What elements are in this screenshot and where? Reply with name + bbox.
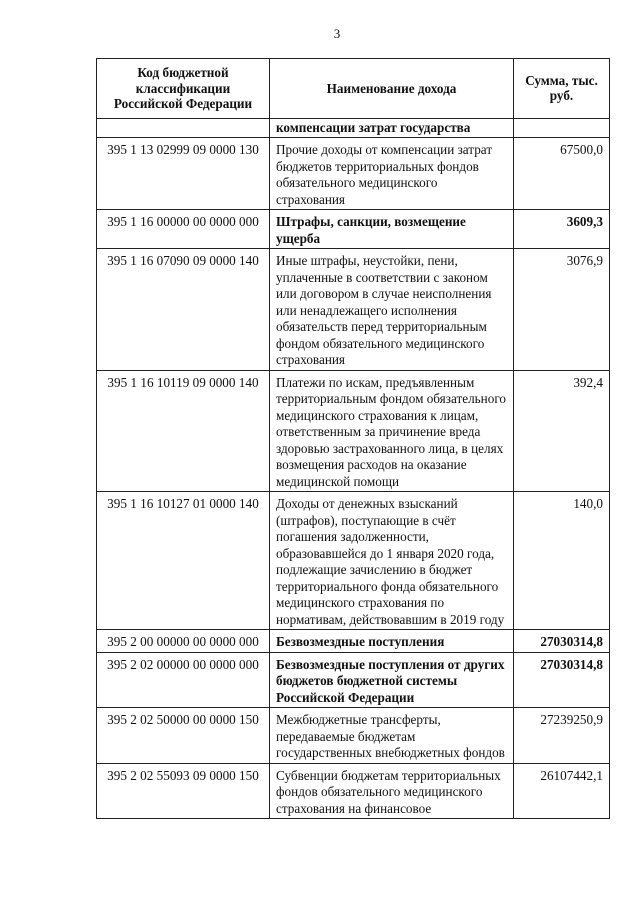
table-row: [97, 763, 610, 819]
table-header-row: [97, 59, 610, 119]
table-row: [97, 630, 610, 653]
row-code: 395 1 16 10127 01 0000 140: [97, 492, 270, 630]
row-sum: 27239250,9: [514, 708, 610, 764]
row-name: Безвозмездные поступления: [270, 630, 514, 653]
table-row: [97, 708, 610, 764]
row-sum: 3609,3: [514, 210, 610, 249]
row-sum: 26107442,1: [514, 763, 610, 819]
row-sum: 27030314,8: [514, 630, 610, 653]
header-sum: Сумма, тыс. руб.: [514, 59, 610, 119]
row-code: 395 1 13 02999 09 0000 130: [97, 138, 270, 210]
table-row: [97, 652, 610, 708]
row-name: Иные штрафы, неустойки, пени, уплаченные в соответствии с законом или договором в случае неисполнения или ненадлежащего исполнения обязательств перед территориальным фондом обязательного медицинского страхования: [270, 249, 514, 371]
table-row: [97, 210, 610, 249]
row-code: 395 2 00 00000 00 0000 000: [97, 630, 270, 653]
row-sum: 3076,9: [514, 249, 610, 371]
row-name: Субвенции бюджетам территориальных фондов обязательного медицинского страхования на финансовое: [270, 763, 514, 819]
row-name: Доходы от денежных взысканий (штрафов), поступающие в счёт погашения задолженности, образовавшейся до 1 января 2020 года, подлежащие зачислению в бюджет территориального фонда обязательного медицинского страхования по нормативам, действовавшим в 2019 году: [270, 492, 514, 630]
row-sum: 140,0: [514, 492, 610, 630]
table-row: [97, 138, 610, 210]
row-code: 395 2 02 50000 00 0000 150: [97, 708, 270, 764]
row-name: Межбюджетные трансферты, передаваемые бюджетам государственных внебюджетных фондов: [270, 708, 514, 764]
row-code: 395 1 16 10119 09 0000 140: [97, 370, 270, 492]
header-code: Код бюджетной классификации Российской Федерации: [97, 59, 270, 119]
row-name: Безвозмездные поступления от других бюджетов бюджетной системы Российской Федерации: [270, 652, 514, 708]
table-row: [97, 370, 610, 492]
row-code: 395 2 02 00000 00 0000 000: [97, 652, 270, 708]
revenue-table: [96, 58, 610, 819]
table-row: [97, 492, 610, 630]
row-name: компенсации затрат государства: [270, 118, 514, 138]
row-code: [97, 118, 270, 138]
row-code: 395 1 16 00000 00 0000 000: [97, 210, 270, 249]
row-code: 395 1 16 07090 09 0000 140: [97, 249, 270, 371]
header-name: Наименование дохода: [270, 59, 514, 119]
page-number: 3: [333, 26, 341, 41]
row-sum: 67500,0: [514, 138, 610, 210]
row-name: Штрафы, санкции, возмещение ущерба: [270, 210, 514, 249]
row-name: Прочие доходы от компенсации затрат бюджетов территориальных фондов обязательного медицинского страхования: [270, 138, 514, 210]
row-sum: [514, 118, 610, 138]
row-name: Платежи по искам, предъявленным территориальным фондом обязательного медицинского страхования к лицам, ответственным за причинение вреда здоровью застрахованного лица, в целях возмещения расходов на оказание медицинской помощи: [270, 370, 514, 492]
table-row: [97, 249, 610, 371]
row-sum: 392,4: [514, 370, 610, 492]
row-code: 395 2 02 55093 09 0000 150: [97, 763, 270, 819]
table-row: [97, 118, 610, 138]
row-sum: 27030314,8: [514, 652, 610, 708]
